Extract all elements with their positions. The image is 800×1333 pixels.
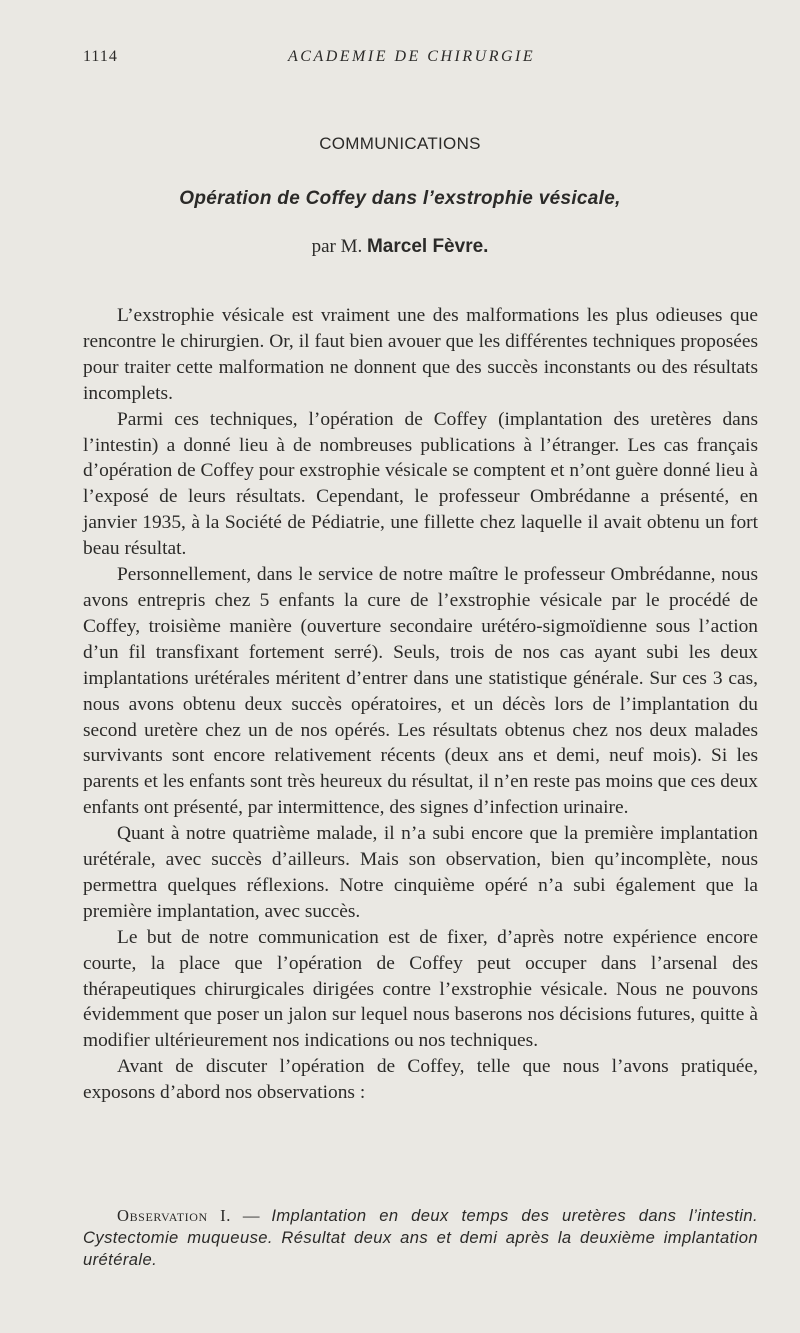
paragraph: Personnellement, dans le service de notre maître le professeur Ombrédanne, nous avons entrepris chez 5 enfants la cure de l’exstrophie vésicale par le procédé de Coffey, troisième manière (ouverture secondaire urétéro-sigmoïdienne sous l’action d’un fil transfixant fortement serré). Seuls, trois de nos cas ayant subi les deux implantations urétérales méritent d’entrer dans une statistique générale. Sur ces 3 cas, nous avons obtenu deux succès opératoires, et un décès lors de l’implantation du second uretère chez un de nos opérés. Les résultats obtenus chez nos deux malades survivants sont encore relativement récents (deux ans et demi, neuf mois). Si les parents et les enfants sont très heureux du résultat, il n’en reste pas moins que ces deux enfants ont présenté, par intermittence, des signes d’infection urinaire. [83, 564, 758, 819]
observation-heading [83, 1205, 758, 1271]
paragraph: L’exstrophie vésicale est vraiment une des malformations les plus odieuses que rencontre le chirurgien. Or, il faut bien avouer que les différentes techniques proposées pour traiter cette malformation ne donnent que des succès inconstants ou des résultats incomplets. [83, 305, 758, 404]
paragraph: Parmi ces techniques, l’opération de Coffey (implantation des uretères dans l’intestin) a donné lieu à de nombreuses publications à l’étranger. Les cas français d’opération de Coffey pour exstrophie vésicale se comptent et n’ont guère donné lieu à l’exposé de leurs résultats. Cependant, le professeur Ombrédanne a présenté, en janvier 1935, à la Société de Pédiatrie, une fillette chez laquelle il avait obtenu un fort beau résultat. [83, 408, 758, 560]
paragraph: Avant de discuter l’opération de Coffey, telle que nous l’avons pratiquée, exposons d’abord nos observations : [83, 1056, 758, 1104]
paragraph: Quant à notre quatrième malade, il n’a subi encore que la première implantation urétérale, avec succès d’ailleurs. Mais son observation, bien qu’incomplète, nous permettra quelques réflexions. Notre cinquième opéré n’a subi également que la première implantation, avec succès. [83, 823, 758, 922]
author-name: Marcel Fèvre. [366, 236, 489, 257]
article-title: Opération de Coffey dans l’exstrophie vésicale, [179, 188, 621, 209]
page-number: 1114 [83, 48, 118, 65]
byline [0, 236, 800, 258]
observation-dash: — [231, 1206, 272, 1225]
observation-description: Implantation en deux temps des uretères dans l’intestin. Cystectomie muqueuse. Résultat deux ans et demi après la deuxième implantation urétérale. [83, 1206, 758, 1269]
observation-paragraph [83, 1205, 758, 1271]
paragraph: Le but de notre communication est de fixer, d’après notre expérience encore courte, la place que l’opération de Coffey peut occuper dans l’arsenal des thérapeutiques chirurgicales dirigées contre l’exstrophie vésicale. Nous ne pouvons évidemment que poser un jalon sur lequel nous baserons nos décisions futures, quitte à modifier ultérieurement nos indications ou nos techniques. [83, 926, 758, 1052]
section-heading: COMMUNICATIONS [319, 134, 481, 153]
journal-title: ACADEMIE DE CHIRURGIE [288, 48, 536, 65]
article-body [83, 303, 758, 1106]
byline-prefix: par M. [311, 236, 363, 257]
observation-label: Observation I. [117, 1206, 232, 1225]
running-head [83, 48, 758, 70]
